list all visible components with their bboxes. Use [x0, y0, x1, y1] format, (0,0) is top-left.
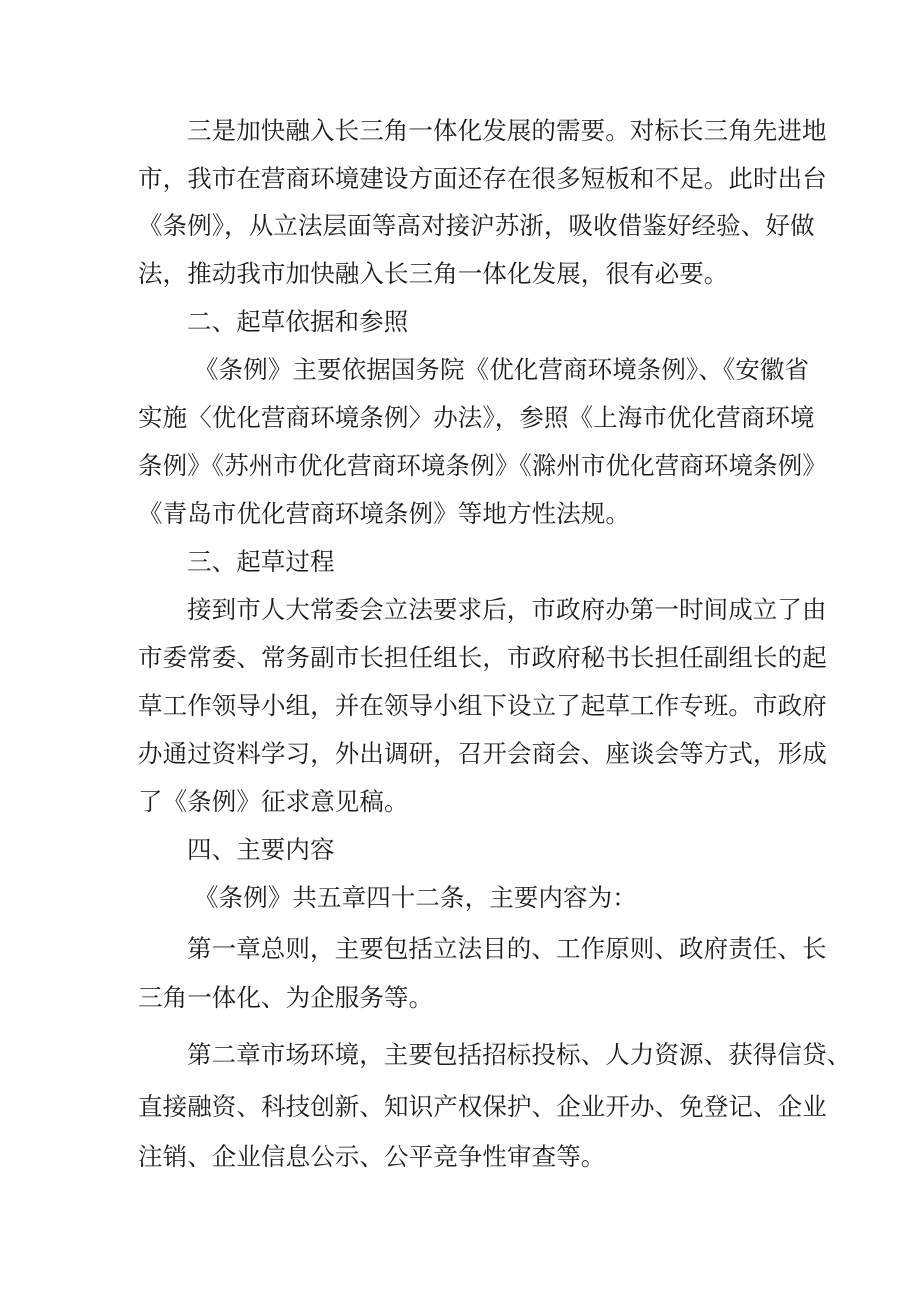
paragraph-line: 《条例》主要依据国务院《优化营商环境条例》、《安徽省 [194, 355, 810, 384]
paragraph-line: 注销、企业信息公示、公平竞争性审查等。 [138, 1142, 606, 1171]
section-heading: 四、主要内容 [187, 835, 335, 864]
paragraph-line: 接到市人大常委会立法要求后，市政府办第一时间成立了由 [187, 595, 827, 624]
paragraph-line: 办通过资料学习，外出调研，召开会商会、座谈会等方式，形成 [138, 739, 827, 768]
paragraph-line: 直接融资、科技创新、知识产权保护、企业开办、免登记、企业 [138, 1092, 827, 1121]
paragraph-line: 了《条例》征求意见稿。 [138, 787, 409, 816]
paragraph-line: 《条例》共五章四十二条，主要内容为： [194, 883, 637, 912]
paragraph-line: 第二章市场环境，主要包括招标投标、人力资源、获得信贷、 [187, 1040, 852, 1069]
paragraph-line: 市委常委、常务副市长担任组长，市政府秘书长担任副组长的起 [138, 643, 827, 672]
section-heading: 三、起草过程 [187, 547, 335, 576]
paragraph-line: 三角一体化、为企服务等。 [138, 983, 434, 1012]
paragraph-line: 条例》《苏州市优化营商环境条例》《滁州市优化营商环境条例》 [138, 451, 827, 480]
paragraph-line: 实施〈优化营商环境条例〉办法》，参照《上海市优化营商环境 [138, 403, 815, 432]
paragraph-line: 三是加快融入长三角一体化发展的需要。对标长三角先进地 [187, 116, 827, 145]
section-heading: 二、起草依据和参照 [187, 307, 409, 336]
paragraph-line: 市，我市在营商环境建设方面还存在很多短板和不足。此时出台 [138, 164, 827, 193]
paragraph-line: 第一章总则，主要包括立法目的、工作原则、政府责任、长 [187, 934, 827, 963]
paragraph-line: 《青岛市优化营商环境条例》等地方性法规。 [138, 499, 630, 528]
paragraph-line: 法，推动我市加快融入长三角一体化发展，很有必要。 [138, 259, 729, 288]
paragraph-line: 《条例》，从立法层面等高对接沪苏浙，吸收借鉴好经验、好做 [138, 211, 815, 240]
paragraph-line: 草工作领导小组，并在领导小组下设立了起草工作专班。市政府 [138, 691, 827, 720]
